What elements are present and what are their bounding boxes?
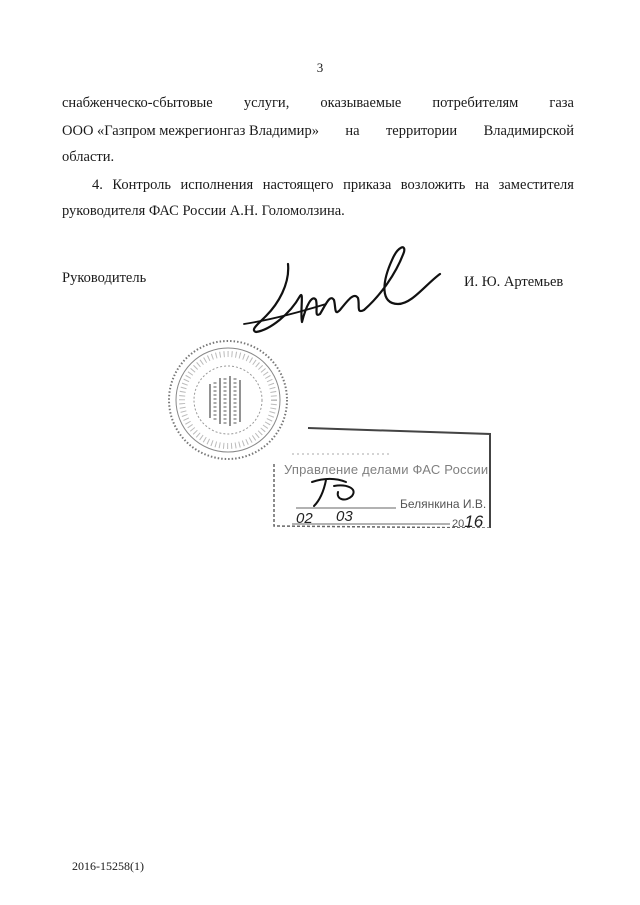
word: ООО «Газпром межрегионгаз Владимир» [62,123,319,139]
word: исполнения [180,177,254,193]
word: настоящего [262,177,334,193]
word: оказываемые [320,95,402,111]
word: территории [385,123,458,139]
word: на [345,123,360,139]
paragraph-3-line-1 [62,94,574,112]
stamp-org: Управление делами ФАС России [284,462,489,477]
stamp-signer-name: Белянкина И.В. [400,497,487,511]
paragraph-3-line-2 [62,122,574,140]
word: услуги, [243,95,290,111]
word: на [474,177,490,193]
stamp-year [452,512,483,532]
word: газа [549,95,574,111]
word: 4. [92,177,103,193]
page-number: 3 [316,60,324,75]
stamp-year-prefix: 20 [452,518,465,530]
stamp-initials-signature [306,474,366,510]
paragraph-3-line-3: области. [62,149,115,165]
paragraph-4-line-1 [92,176,574,194]
word: заместителя [498,177,574,193]
document-id: 2016-15258(1) [72,859,144,873]
stamp-day: 02 [296,510,313,527]
stamp-month: 03 [336,508,353,525]
word: снабженческо-сбытовые [62,95,213,111]
signer-role: Руководитель [62,270,147,286]
signer-name: И. Ю. Артемьев [464,274,564,290]
paragraph-4-line-2: руководителя ФАС России А.Н. Голомолзина. [62,203,345,219]
handwritten-signature [230,234,450,354]
word: потребителям [432,95,519,111]
stamp-year-suffix: 16 [464,512,484,531]
word: Контроль [112,177,172,193]
word: приказа [343,177,392,193]
word: возложить [400,177,466,193]
word: Владимирской [483,123,574,139]
